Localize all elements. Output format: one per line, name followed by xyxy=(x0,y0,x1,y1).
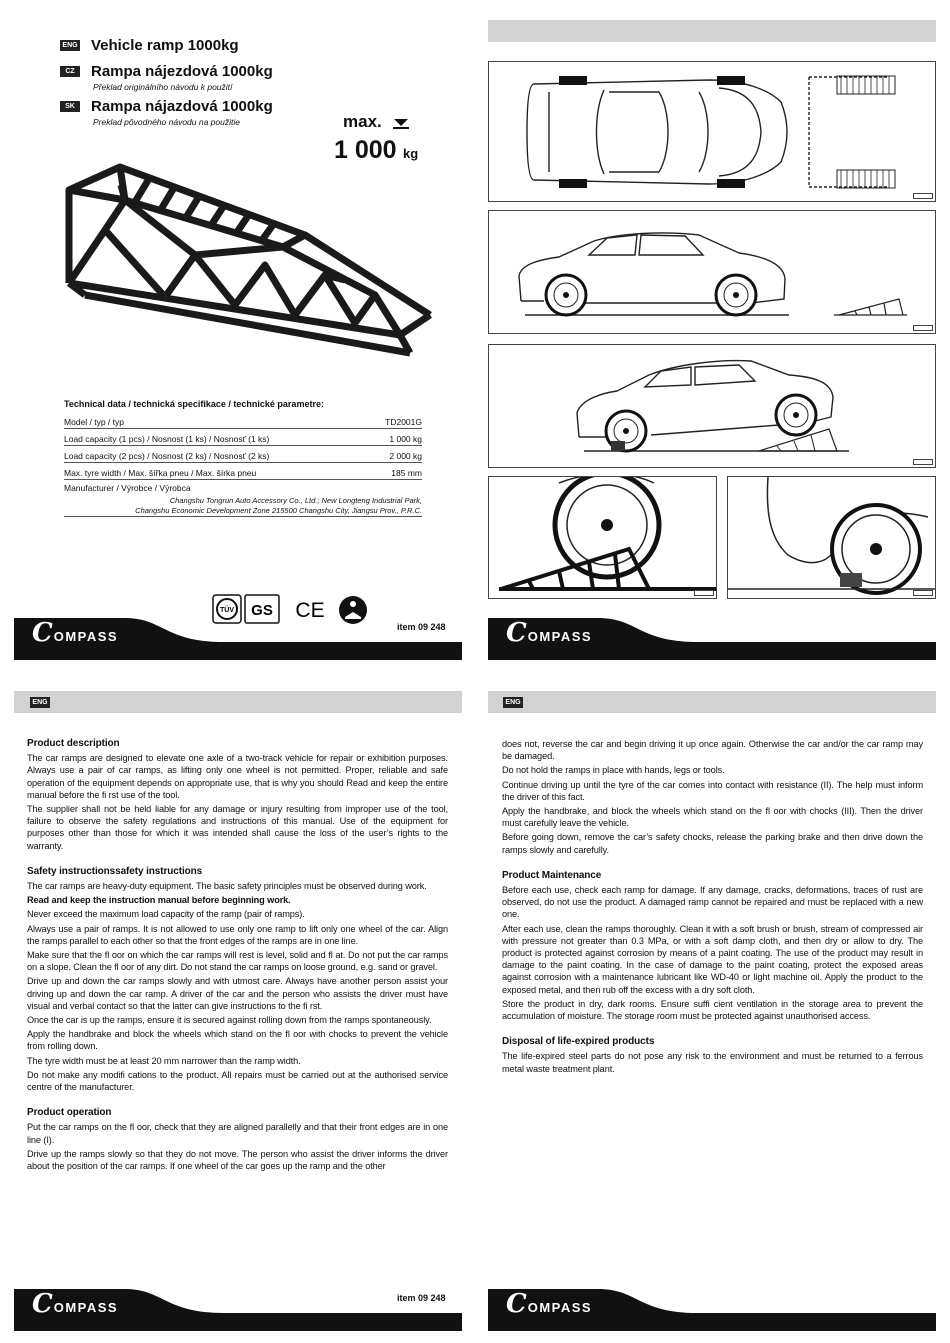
paragraph: Apply the handbrake, and block the wheels which stand on the fl oor with chocks (III). Then the driver must carefully leave the vehicle. xyxy=(502,806,923,829)
section-heading: Safety instructionssafety instructions xyxy=(27,865,203,877)
paragraph: Apply the handbrake and block the wheels which stand on the fl oor with chocks to prevent the vehicle from rolling down. xyxy=(27,1029,448,1052)
side-on-ramp-drawing xyxy=(489,345,936,468)
paragraph: After each use, clean the ramps thoroughly. Clean it with a soft brush or brush, stream of compressed air with pressure not greater than 0.3 MPa, or with a soft damp cloth, and then dry or allow to dry. The product is protected against corrosion by means of a paint coating. The use of the product may result in damage to the paint coating. In the case of damage to the paint coating, protect the exposed areas against corrosion with a maintenance lubricant like WD-40 or light machine oil. Apply the product to the exposed metal, and then rub off the excess with a dry soft cloth. xyxy=(502,923,923,995)
paragraph: does not, reverse the car and begin driving it up once again. Otherwise the car and/or the car ramp may be damaged. xyxy=(502,739,923,762)
tech-label: Load capacity (2 pcs) / Nosnost (2 ks) / Nosnosť (2 ks) xyxy=(64,451,270,461)
paragraph: Before each use, check each ramp for damage. If any damage, cracks, deformations, traces of rust are observed, do not use the product. A damaged ramp cannot be repaired and must be replaced with a new one. xyxy=(502,885,923,920)
ce-text: CE xyxy=(295,599,325,621)
manufacturer-address-1: Changshu Tongrun Auto Accessory Co., Ltd.; New Longteng Industrial Park, xyxy=(169,496,422,505)
compass-logo xyxy=(32,1289,118,1319)
page-header-bar xyxy=(488,691,936,713)
paragraph: Make sure that the fl oor on which the car ramps will rest is level, solid and fl at. Do not put the car ramps on a slope. Clean the fl oor of any dirt. Do not stand the car ramps on loose ground, e.g. sand or gravel. xyxy=(27,950,448,973)
tech-row xyxy=(64,464,422,480)
paragraph: Continue driving up until the tyre of the car comes into contact with resistance (II). The help must inform the driver of this fact. xyxy=(502,779,923,802)
tuv-text: TÜV xyxy=(220,607,234,614)
tech-row xyxy=(64,413,422,429)
figure-side-on-ramp xyxy=(488,344,936,468)
figure-wheel-chock-detail xyxy=(727,476,936,599)
paragraph: Put the car ramps on the fl oor, check that they are aligned parallelly and that their front edges are in one line (I). xyxy=(27,1122,448,1145)
manufacturer-label: Manufacturer / Výrobce / Výrobca xyxy=(64,483,191,493)
figure-tag xyxy=(913,193,933,199)
tech-label: Model / typ / typ xyxy=(64,417,124,427)
wheel-ramp-detail-drawing xyxy=(489,477,717,599)
paragraph: Drive up and down the car ramps slowly and with utmost care. Always have another person assist your driving up and down the car ramp. A driver of the car and the person who assists the driver must have visual and verbal contact so that the latter can give instructions to the fi rst. xyxy=(27,976,448,1011)
subtitle-sk: Preklad pôvodného návodu na použitie xyxy=(93,117,240,127)
compass-logo xyxy=(32,618,118,648)
brand-initial: C xyxy=(506,1289,528,1319)
max-label: max. xyxy=(343,112,382,131)
paragraph: The tyre width must be at least 20 mm narrower than the ramp width. xyxy=(27,1055,301,1066)
divider xyxy=(64,516,422,517)
tech-value: TD2001G xyxy=(385,417,422,427)
figure-tag xyxy=(913,459,933,465)
paragraph: Always use a pair of ramps. It is not allowed to use only one ramp to lift only one wheel of the car. Align the ramps parallel to each other so that the front edges of the ramps are in one line. xyxy=(27,923,448,946)
compass-logo xyxy=(506,618,592,648)
item-number: item 09 248 xyxy=(397,1293,446,1303)
paragraph: Never exceed the maximum load capacity of the ramp (pair of ramps). xyxy=(27,909,305,920)
max-load-unit: kg xyxy=(403,146,419,161)
paragraph: Do not hold the ramps in place with hands, legs or tools. xyxy=(502,765,725,776)
lang-badge: ENG xyxy=(503,697,523,708)
tech-label: Max. tyre width / Max. šířka pneu / Max. šírka pneu xyxy=(64,468,257,478)
tech-row xyxy=(64,447,422,463)
title-eng: Vehicle ramp 1000kg xyxy=(91,37,239,54)
tech-value: 2 000 kg xyxy=(389,451,422,461)
paragraph: Before going down, remove the car’s safety chocks, release the parking brake and then drive down the ramps slowly and carefully. xyxy=(502,832,923,855)
section-heading: Product Maintenance xyxy=(502,869,602,881)
brand-rest: OMPASS xyxy=(527,1300,593,1315)
tech-title: Technical data / technická specifikace / technické parametre: xyxy=(64,399,324,409)
title-cz: Rampa nájezdová 1000kg xyxy=(91,63,273,80)
figure-tag xyxy=(913,590,933,596)
paragraph: The life-expired steel parts do not pose any risk to the environment and must be returned to a ferrous metal waste treatment plant. xyxy=(502,1051,923,1074)
gs-text: GS xyxy=(251,602,273,619)
brand-initial: C xyxy=(506,618,528,648)
paragraph: Do not make any modifi cations to the product. All repairs must be carried out at the authorised service centre of the manufacturer. xyxy=(27,1069,448,1093)
brand-rest: OMPASS xyxy=(53,1300,119,1315)
max-load-value: 1 000 xyxy=(334,136,397,164)
lang-badge-eng: ENG xyxy=(60,40,80,51)
page-header-bar xyxy=(14,691,462,713)
item-number: item 09 248 xyxy=(397,622,446,632)
lang-badge-cz: CZ xyxy=(60,66,80,77)
tech-value: 185 mm xyxy=(391,468,422,478)
figure-top-view xyxy=(488,61,936,202)
ramp-illustration xyxy=(55,155,440,365)
paragraph: Read and keep the instruction manual before beginning work. xyxy=(27,895,291,906)
paragraph: The supplier shall not be held liable for any damage or injury resulting from improper use of the tool, failure to observe the safety regulations and instructions of this manual. Use of the equipment for purposes other than those for which it was intended shall cause the loss of the user’s rights to the warranty. xyxy=(27,804,448,851)
figure-tag xyxy=(694,590,714,596)
brand-rest: OMPASS xyxy=(53,629,119,644)
side-approach-drawing xyxy=(489,211,936,334)
wheel-chock-detail-drawing xyxy=(728,477,936,599)
manufacturer-address-2: Changshu Economic Development Zone 215500 Changshu City, Jiangsu Prov., P.R.C. xyxy=(135,506,422,515)
title-sk: Rampa nájazdová 1000kg xyxy=(91,98,273,115)
figure-wheel-ramp-detail xyxy=(488,476,717,599)
section-heading: Product description xyxy=(27,738,120,749)
tech-row xyxy=(64,430,422,446)
lang-badge: ENG xyxy=(30,697,50,708)
subtitle-cz: Překlad originálního návodu k použití xyxy=(93,82,233,92)
tech-label: Load capacity (1 pcs) / Nosnost (1 ks) / Nosnosť (1 ks) xyxy=(64,434,270,444)
compass-logo xyxy=(506,1289,592,1319)
brand-initial: C xyxy=(32,1289,54,1319)
tech-value: 1 000 kg xyxy=(389,434,422,444)
lang-badge-sk: SK xyxy=(60,101,80,112)
brand-initial: C xyxy=(32,618,54,648)
paragraph: Drive up the ramps slowly so that they do not move. The person who assist the driver informs the driver about the position of the car ramps. If one wheel of the car goes up the ramp and the other xyxy=(27,1148,448,1172)
brand-rest: OMPASS xyxy=(527,629,593,644)
section-heading: Product operation xyxy=(27,1107,112,1119)
paragraph: Once the car is up the ramps, ensure it is secured against rolling down from the ramps spontaneously. xyxy=(27,1015,432,1026)
paragraph: Store the product in dry, dark rooms. Ensure suffi cient ventilation in the storage area to prevent the accumulation of moisture. The storage room must be protected against unauthorised access. xyxy=(502,998,923,1022)
top-view-drawing xyxy=(489,62,936,202)
paragraph: The car ramps are heavy-duty equipment. The basic safety principles must be observed during work. xyxy=(27,881,427,892)
weight-arrow-icon xyxy=(392,118,410,130)
page-header-bar xyxy=(488,20,936,42)
right-column-text xyxy=(502,738,923,1077)
figure-tag xyxy=(913,325,933,331)
left-column-text xyxy=(27,738,448,1174)
figure-side-approach xyxy=(488,210,936,334)
section-heading: Disposal of life-expired products xyxy=(502,1036,655,1048)
paragraph: The car ramps are designed to elevate one axle of a two-track vehicle for repair or exhibition purposes. Always use a pair of car ramps, as lifting only one wheel is not permitted. Proper, reliable and safe operation of the equipment depends on appropriate use, that is why you should Read and keep the entire manual before the fi rst use of the tool. xyxy=(27,753,448,800)
